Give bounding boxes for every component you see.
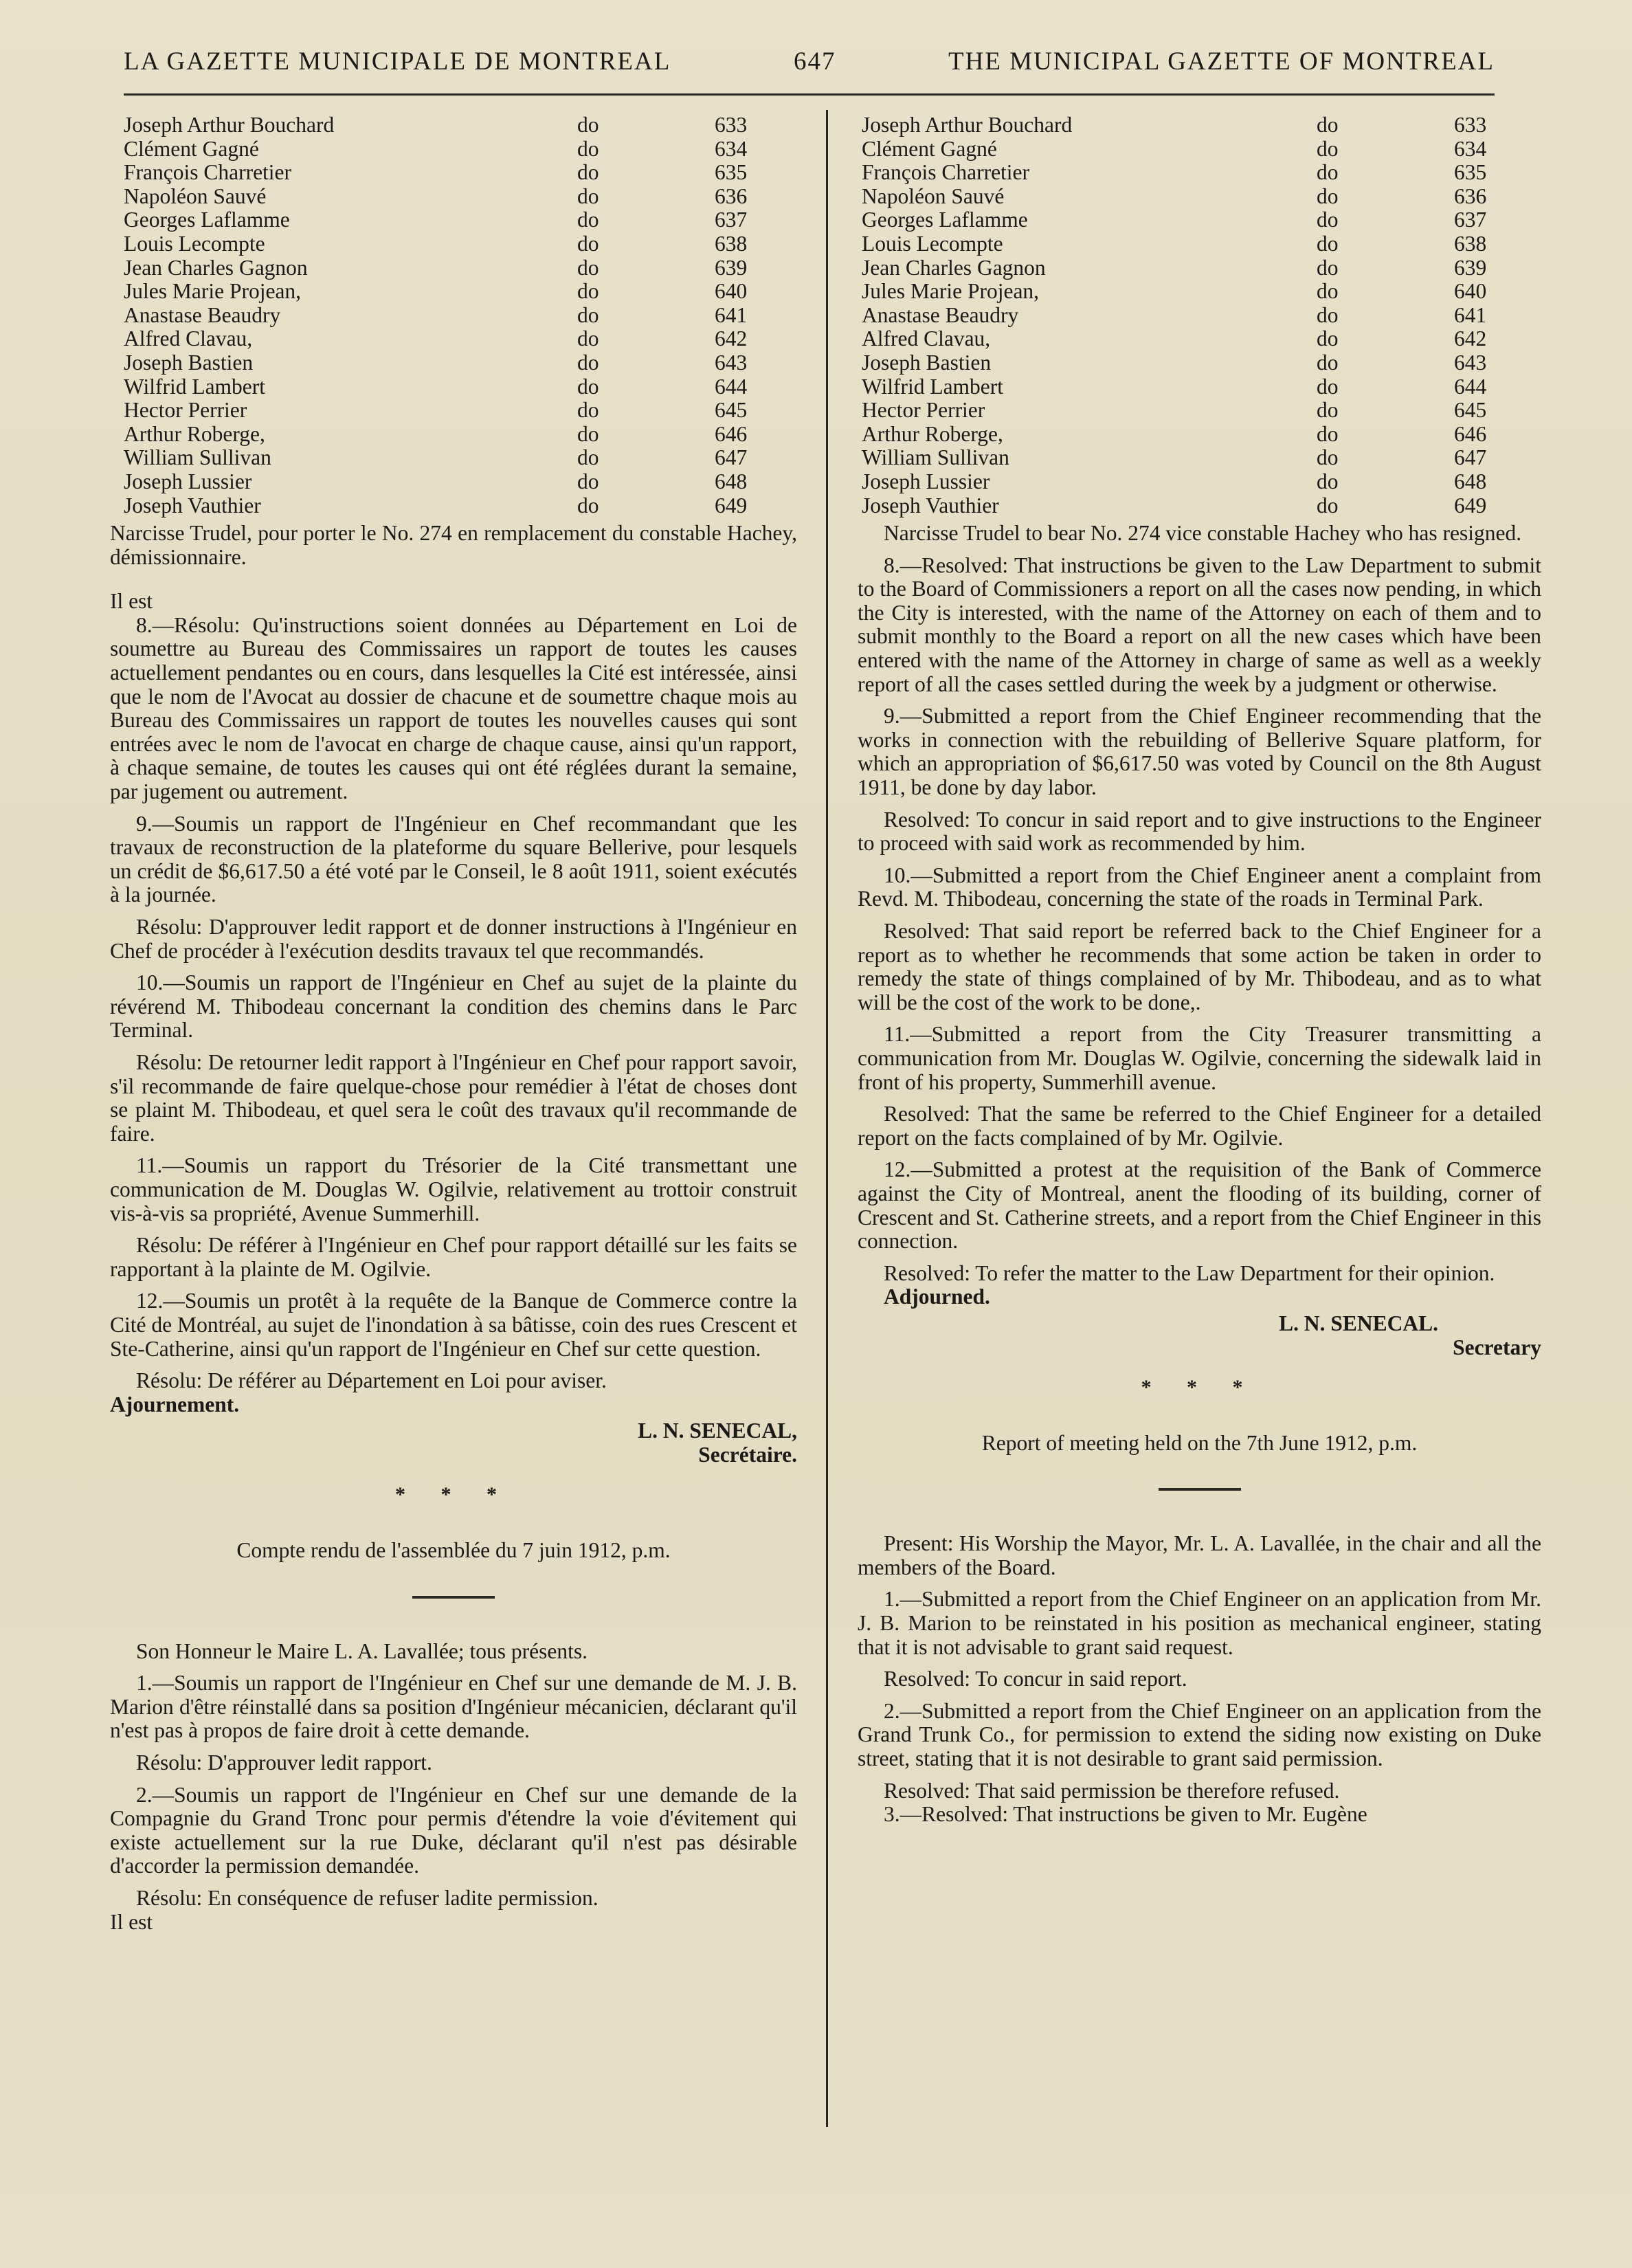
ditto-mark: do <box>577 160 599 185</box>
badge-number: 635 <box>715 160 748 185</box>
page-number: 647 <box>794 47 836 76</box>
item-10-resolution-en: Resolved: That said report be referred back to the Chief Engineer for a report as to whether he recommends that some action be taken in order to remedy the state of things complained of by Mr. Thibodeau, and as to what will be the cost of the work to be done,. <box>858 919 1541 1014</box>
ditto-mark: do <box>577 302 599 327</box>
badge-number: 641 <box>715 302 748 327</box>
ditto-mark: do <box>1317 350 1339 375</box>
badge-number: 633 <box>1454 113 1487 137</box>
q2-resolution-en: Resolved: That said permission be therefore refused. <box>884 1778 1340 1803</box>
constable-name: Louis Lecompte <box>862 231 1003 256</box>
constable-name: Anastase Beaudry <box>862 302 1019 327</box>
constable-row <box>110 446 797 470</box>
ditto-mark: do <box>577 208 599 232</box>
trudel-paragraph-fr: Narcisse Trudel, pour porter le No. 274 en remplacement du constable Hachey, démissionnaire. <box>110 521 797 569</box>
badge-number: 646 <box>1454 421 1487 446</box>
signature-name-fr: L. N. SENECAL, <box>638 1419 797 1443</box>
french-column <box>110 113 797 1942</box>
q2-fr: 2.—Soumis un rapport de l'Ingénieur en Chef sur une demande de la Compagnie du Grand Tronc pour permis d'étendre la voie d'évitement qui existe actuellement sur la rue Duke, déclarant qu'il n'est pas désirable d'accorder la permission demandée. <box>110 1782 797 1878</box>
constable-name: Wilfrid Lambert <box>124 374 266 399</box>
badge-number: 644 <box>715 374 748 399</box>
english-column <box>858 113 1541 1835</box>
constable-row <box>858 185 1541 209</box>
badge-number: 641 <box>1454 302 1487 327</box>
q1-resolution-fr: Résolu: D'approuver ledit rapport. <box>136 1750 432 1775</box>
item-12-fr: 12.—Soumis un protêt à la requête de la Banque de Commerce contre la Cité de Montréal, au sujet de l'inondation à sa bâtisse, coin des rues Crescent et Ste-Catherine, ainsi qu'un rapport de l'Ingénieur en Chef sur cette question. <box>110 1289 797 1361</box>
badge-number: 634 <box>715 136 748 161</box>
separator-stars-fr: * * * <box>395 1483 512 1507</box>
ditto-mark: do <box>1317 421 1339 446</box>
constable-name: François Charretier <box>124 160 292 185</box>
ditto-mark: do <box>1317 279 1339 304</box>
header-french-title: LA GAZETTE MUNICIPALE DE MONTREAL <box>124 47 671 76</box>
badge-number: 634 <box>1454 136 1487 161</box>
ditto-mark: do <box>1317 493 1339 518</box>
adjournment-en: Adjourned. <box>884 1285 990 1309</box>
constable-row <box>858 304 1541 328</box>
q2-en: 2.—Submitted a report from the Chief Engineer on an application from the Grand Trunk Co., for permission to extend the siding now existing on Duke street, stating that it is not desirable to grant said permission. <box>858 1698 1541 1771</box>
constable-row <box>110 304 797 328</box>
constable-row <box>858 327 1541 351</box>
ditto-mark: do <box>1317 231 1339 256</box>
il-est-fr: Il est <box>110 589 153 614</box>
ditto-mark: do <box>1317 113 1339 137</box>
ditto-mark: do <box>1317 255 1339 280</box>
constable-name: Hector Perrier <box>862 398 985 423</box>
q2-resolution-fr: Résolu: En conséquence de refuser ladite permission. <box>136 1886 599 1910</box>
header-rule <box>124 93 1495 96</box>
item-9-en: 9.—Submitted a report from the Chief Engineer recommending that the works in connection with the rebuilding of Bellerive Square platform, for which an appropriation of $6,617.50 was voted by Council on the 8th August 1911, be done by day labor. <box>858 704 1541 800</box>
item-11-resolution-en: Resolved: That the same be referred to the Chief Engineer for a detailed report on the facts complained of by Mr. Ogilvie. <box>858 1102 1541 1150</box>
badge-number: 645 <box>1454 398 1487 423</box>
constable-name: Joseph Bastien <box>124 350 254 375</box>
badge-number: 635 <box>1454 160 1487 185</box>
constable-row <box>858 470 1541 494</box>
report-title-en: Report of meeting held on the 7th June 1912, p.m. <box>981 1430 1418 1455</box>
separator-stars-en: * * * <box>1141 1376 1258 1399</box>
item-9-resolution-en: Resolved: To concur in said report and to give instructions to the Engineer to proceed with said work as recommended by him. <box>858 807 1541 856</box>
constable-name: Jules Marie Projean, <box>124 279 302 304</box>
constable-list-fr <box>110 113 797 518</box>
badge-number: 636 <box>1454 184 1487 208</box>
badge-number: 649 <box>1454 493 1487 518</box>
constable-row <box>858 375 1541 399</box>
constable-name: Georges Laflamme <box>124 208 290 232</box>
signature-name-en: L. N. SENECAL. <box>1279 1311 1438 1335</box>
ditto-mark: do <box>1317 136 1339 161</box>
ditto-mark: do <box>1317 302 1339 327</box>
q1-resolution-en: Resolved: To concur in said report. <box>884 1667 1187 1691</box>
q1-fr: 1.—Soumis un rapport de l'Ingénieur en Chef sur une demande de M. J. B. Marion d'être réinstallé dans sa position d'Ingénieur mécanicien, déclarant qu'il n'est pas à propos de faire droit à cette demande. <box>110 1671 797 1743</box>
constable-name: Jean Charles Gagnon <box>124 255 308 280</box>
constable-row <box>858 137 1541 162</box>
constable-row <box>858 446 1541 470</box>
badge-number: 647 <box>715 445 748 470</box>
badge-number: 640 <box>715 279 748 304</box>
constable-name: Joseph Lussier <box>124 469 252 493</box>
constable-name: William Sullivan <box>862 445 1009 470</box>
badge-number: 643 <box>1454 350 1487 375</box>
constable-name: François Charretier <box>862 160 1030 185</box>
ditto-mark: do <box>1317 160 1339 185</box>
constable-name: Joseph Vauthier <box>124 493 261 518</box>
badge-number: 646 <box>715 421 748 446</box>
constable-row <box>110 137 797 162</box>
item-9-resolution-fr: Résolu: D'approuver ledit rapport et de donner instructions à l'Ingénieur en Chef de procéder à l'exécution desdits travaux tel que recommandés. <box>110 915 797 963</box>
adjournment-fr: Ajournement. <box>110 1392 240 1416</box>
constable-row <box>110 185 797 209</box>
constable-row <box>110 280 797 304</box>
present-en: Present: His Worship the Mayor, Mr. L. A. Lavallée, in the chair and all the members of the Board. <box>858 1531 1541 1579</box>
badge-number: 638 <box>1454 231 1487 256</box>
ditto-mark: do <box>577 136 599 161</box>
constable-row <box>110 470 797 494</box>
constable-name: Georges Laflamme <box>862 208 1028 232</box>
ditto-mark: do <box>1317 445 1339 470</box>
constable-row <box>858 113 1541 137</box>
short-rule-en <box>1159 1488 1241 1491</box>
item-11-fr: 11.—Soumis un rapport du Trésorier de la Cité transmettant une communication de M. Douglas W. Ogilvie, relativement au trottoir construit vis-à-vis sa propriété, Avenue Summerhill. <box>110 1153 797 1225</box>
constable-name: Alfred Clavau, <box>124 326 253 351</box>
item-8-fr: 8.—Résolu: Qu'instructions soient données au Département en Loi de soumettre au Bureau des Commissaires un rapport de toutes les causes actuellement pendantes ou en cours, dans lesquelles la Cité est intéressée, ainsi que le nom de l'Avocat au dossier de chacune et de soumettre chaque mois au Bureau des Commissaires un rapport de toutes les nouvelles causes qui sont entrées avec le nom de l'avocat en charge de chaque cause, ainsi qu'un rapport, à chaque semaine, de toutes les causes qui ont été réglées durant la semaine, par jugement ou autrement. <box>110 612 797 804</box>
constable-row <box>110 208 797 232</box>
trudel-paragraph-en: Narcisse Trudel to bear No. 274 vice constable Hachey who has resigned. <box>884 521 1522 546</box>
q1-en: 1.—Submitted a report from the Chief Engineer on an application from Mr. J. B. Marion to be reinstated in his position as mechanical engineer, stating that it is not advisable to grant said request. <box>858 1587 1541 1659</box>
constable-row <box>110 113 797 137</box>
item-12-en: 12.—Submitted a protest at the requisition of the Bank of Commerce against the City of Montreal, anent the flooding of its building, corner of Crescent and St. Catherine streets, and a report from the Chief Engineer in this connection. <box>858 1157 1541 1254</box>
ditto-mark: do <box>1317 374 1339 399</box>
constable-row <box>110 494 797 518</box>
ditto-mark: do <box>577 350 599 375</box>
constable-name: Clément Gagné <box>124 136 259 161</box>
ditto-mark: do <box>577 398 599 423</box>
badge-number: 649 <box>715 493 748 518</box>
ditto-mark: do <box>577 184 599 208</box>
ditto-mark: do <box>577 445 599 470</box>
badge-number: 648 <box>715 469 748 493</box>
ditto-mark: do <box>577 421 599 446</box>
badge-number: 642 <box>1454 326 1487 351</box>
constable-name: Joseph Lussier <box>862 469 990 493</box>
ditto-mark: do <box>577 326 599 351</box>
ditto-mark: do <box>1317 208 1339 232</box>
constable-row <box>858 161 1541 185</box>
constable-name: Arthur Roberge, <box>862 421 1003 446</box>
badge-number: 647 <box>1454 445 1487 470</box>
badge-number: 636 <box>715 184 748 208</box>
constable-name: Louis Lecompte <box>124 231 265 256</box>
q3-fr: Il est <box>110 1909 153 1934</box>
ditto-mark: do <box>577 255 599 280</box>
q3-en: 3.—Resolved: That instructions be given to Mr. Eugène <box>884 1802 1367 1827</box>
badge-number: 633 <box>715 113 748 137</box>
constable-row <box>110 232 797 256</box>
item-12-resolution-en: Resolved: To refer the matter to the Law Department for their opinion. <box>884 1260 1495 1285</box>
badge-number: 644 <box>1454 374 1487 399</box>
item-12-resolution-fr: Résolu: De référer au Département en Loi pour aviser. <box>136 1368 607 1393</box>
constable-row <box>858 494 1541 518</box>
constable-row <box>858 280 1541 304</box>
constable-row <box>858 351 1541 375</box>
ditto-mark: do <box>577 113 599 137</box>
constable-name: Jean Charles Gagnon <box>862 255 1046 280</box>
present-fr: Son Honneur le Maire L. A. Lavallée; tous présents. <box>136 1638 588 1663</box>
constable-name: Anastase Beaudry <box>124 302 281 327</box>
item-9-fr: 9.—Soumis un rapport de l'Ingénieur en Chef recommandant que les travaux de reconstruction de la plateforme du square Bellerive, pour lesquels un crédit de $6,617.50 a été voté par le Conseil, le 8 août 1911, soient exécutés à la journée. <box>110 811 797 907</box>
constable-row <box>110 256 797 280</box>
item-10-fr: 10.—Soumis un rapport de l'Ingénieur en Chef au sujet de la plainte du révérend M. Thibodeau concernant la condition des chemins dans le Parc Terminal. <box>110 970 797 1043</box>
ditto-mark: do <box>1317 326 1339 351</box>
badge-number: 639 <box>1454 255 1487 280</box>
constable-row <box>858 256 1541 280</box>
header-english-title: THE MUNICIPAL GAZETTE OF MONTREAL <box>948 47 1495 76</box>
constable-name: Napoléon Sauvé <box>862 184 1005 208</box>
item-10-resolution-fr: Résolu: De retourner ledit rapport à l'Ingénieur en Chef pour rapport savoir, s'il recommande de faire quelque-chose pour remédier à l'état de choses dont se plaint M. Thibodeau, et quel sera le coût des travaux qu'il recommande de faire. <box>110 1049 797 1146</box>
constable-name: William Sullivan <box>124 445 271 470</box>
constable-name: Joseph Arthur Bouchard <box>124 113 335 137</box>
report-title-fr: Compte rendu de l'assemblée du 7 juin 1912, p.m. <box>236 1538 671 1563</box>
page-header <box>124 47 1495 88</box>
constable-row <box>110 399 797 423</box>
constable-row <box>858 208 1541 232</box>
short-rule-fr <box>412 1596 495 1599</box>
signature-title-fr: Secrétaire. <box>698 1442 797 1467</box>
badge-number: 643 <box>715 350 748 375</box>
item-11-resolution-fr: Résolu: De référer à l'Ingénieur en Chef pour rapport détaillé sur les faits se rapportant à la plainte de M. Ogilvie. <box>110 1233 797 1281</box>
ditto-mark: do <box>577 231 599 256</box>
badge-number: 642 <box>715 326 748 351</box>
signature-title-en: Secretary <box>1453 1335 1541 1359</box>
constable-row <box>858 423 1541 447</box>
badge-number: 638 <box>715 231 748 256</box>
ditto-mark: do <box>577 279 599 304</box>
item-11-en: 11.—Submitted a report from the City Treasurer transmitting a communication from Mr. Douglas W. Ogilvie, concerning the sidewalk laid in front of his property, Summerhill avenue. <box>858 1022 1541 1094</box>
constable-name: Alfred Clavau, <box>862 326 991 351</box>
badge-number: 639 <box>715 255 748 280</box>
ditto-mark: do <box>1317 398 1339 423</box>
column-divider <box>826 110 828 2127</box>
constable-name: Arthur Roberge, <box>124 421 265 446</box>
constable-name: Hector Perrier <box>124 398 247 423</box>
constable-name: Wilfrid Lambert <box>862 374 1004 399</box>
constable-name: Clément Gagné <box>862 136 997 161</box>
constable-list-en <box>858 113 1541 518</box>
badge-number: 640 <box>1454 279 1487 304</box>
badge-number: 648 <box>1454 469 1487 493</box>
constable-name: Joseph Vauthier <box>862 493 999 518</box>
ditto-mark: do <box>577 374 599 399</box>
constable-row <box>858 232 1541 256</box>
ditto-mark: do <box>577 469 599 493</box>
badge-number: 637 <box>1454 208 1487 232</box>
constable-row <box>110 351 797 375</box>
constable-name: Napoléon Sauvé <box>124 184 267 208</box>
constable-row <box>858 399 1541 423</box>
constable-row <box>110 161 797 185</box>
constable-row <box>110 327 797 351</box>
constable-name: Joseph Arthur Bouchard <box>862 113 1073 137</box>
badge-number: 645 <box>715 398 748 423</box>
constable-row <box>110 423 797 447</box>
constable-row <box>110 375 797 399</box>
item-10-en: 10.—Submitted a report from the Chief Engineer anent a complaint from Revd. M. Thibodeau, concerning the state of the roads in Terminal Park. <box>858 863 1541 911</box>
ditto-mark: do <box>577 493 599 518</box>
item-8-en: 8.—Resolved: That instructions be given to the Law Department to submit to the Board of Commissioners a report on all the cases now pending, in which the City is interested, with the name of the Attorney on each of them and to submit monthly to the Board a report on all the new cases which have been entered with the name of the Attorney in charge of same as well as a weekly report of all the cases settled during the week by a judgment or otherwise. <box>858 553 1541 696</box>
constable-name: Jules Marie Projean, <box>862 279 1040 304</box>
badge-number: 637 <box>715 208 748 232</box>
constable-name: Joseph Bastien <box>862 350 992 375</box>
ditto-mark: do <box>1317 184 1339 208</box>
ditto-mark: do <box>1317 469 1339 493</box>
